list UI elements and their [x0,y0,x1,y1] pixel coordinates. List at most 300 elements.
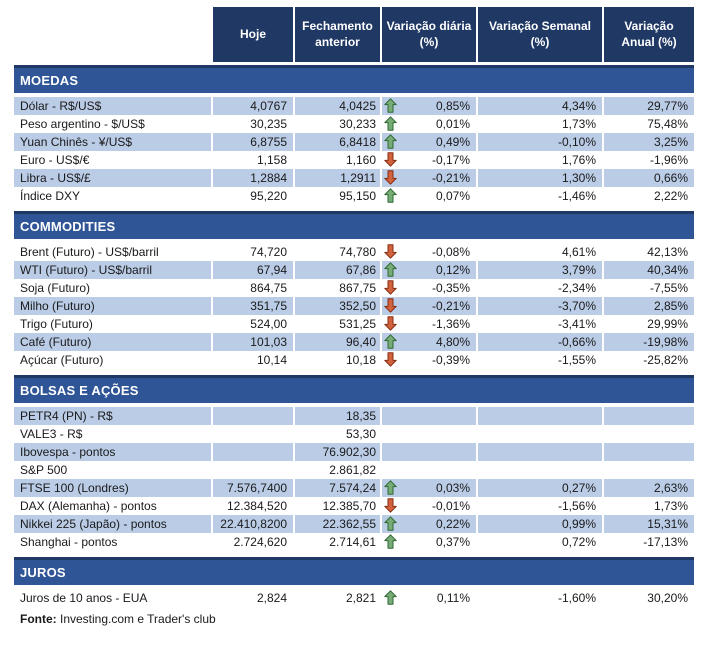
cell-hoje-text: 6,8755 [250,135,287,149]
table-row [14,407,694,425]
cell-hoje-text: 12.384,520 [226,499,287,513]
cell-variacao-diaria [382,589,476,607]
table-row [14,97,694,115]
cell-variacao-diaria [382,261,476,279]
section-header: COMMODITIES [14,211,694,239]
cell-variacao-semanal [478,407,602,425]
cell-fechamento-anterior [295,533,380,551]
cell-variacao-anual-text: -17,13% [643,535,688,549]
cell-variacao-semanal-text: 0,99% [561,517,596,531]
cell-hoje-text: 22.410,8200 [220,517,287,531]
cell-variacao-anual-text: 42,13% [647,245,688,259]
cell-variacao-diaria [382,133,476,151]
down-arrow-icon [384,280,397,295]
row-label-text: Peso argentino - $/US$ [20,117,145,131]
row-label [14,243,211,261]
cell-variacao-semanal-text: 4,34% [561,99,596,113]
cell-hoje-text: 4,0767 [250,99,287,113]
cell-variacao-diaria [382,425,476,443]
cell-variacao-semanal [478,333,602,351]
up-arrow-icon [384,134,397,149]
cell-variacao-anual [604,133,694,151]
cell-variacao-diaria [382,479,476,497]
column-header: Hoje [213,7,293,62]
cell-variacao-anual [604,151,694,169]
cell-fechamento-anterior-text: 74,780 [339,245,376,259]
cell-variacao-semanal-text: 1,30% [561,171,596,185]
cell-hoje [213,279,293,297]
up-arrow-icon [384,480,397,495]
row-label [14,133,211,151]
column-header-row [213,7,694,62]
cell-variacao-diaria [382,97,476,115]
cell-fechamento-anterior [295,497,380,515]
cell-hoje [213,169,293,187]
cell-variacao-semanal-text: -2,34% [557,281,596,295]
cell-variacao-semanal [478,169,602,187]
cell-fechamento-anterior [295,243,380,261]
cell-variacao-diaria [382,407,476,425]
cell-fechamento-anterior-text: 96,40 [345,335,376,349]
cell-fechamento-anterior [295,333,380,351]
row-label [14,187,211,205]
cell-variacao-diaria-text: 0,12% [435,263,470,277]
cell-variacao-anual-text: 0,66% [653,171,688,185]
table-row [14,333,694,351]
cell-variacao-semanal [478,279,602,297]
section-header: MOEDAS [14,65,694,93]
cell-variacao-semanal [478,151,602,169]
cell-variacao-semanal [478,589,602,607]
table-row [14,261,694,279]
up-arrow-icon [384,534,397,549]
cell-variacao-semanal-text: -3,41% [557,317,596,331]
cell-fechamento-anterior [295,443,380,461]
down-arrow-icon [384,352,397,367]
up-arrow-icon [384,116,397,131]
table-row [14,279,694,297]
table-row [14,151,694,169]
cell-fechamento-anterior-text: 2.714,61 [329,535,376,549]
down-arrow-icon [384,298,397,313]
cell-variacao-anual [604,261,694,279]
cell-hoje-text: 2.724,620 [233,535,287,549]
cell-variacao-diaria-text: 0,03% [435,481,470,495]
row-label [14,115,211,133]
cell-fechamento-anterior-text: 18,35 [345,409,376,423]
row-label-text: Dólar - R$/US$ [20,99,102,113]
cell-hoje-text: 1,158 [256,153,287,167]
table-row [14,351,694,369]
cell-fechamento-anterior-text: 53,30 [345,427,376,441]
cell-variacao-semanal-text: 1,76% [561,153,596,167]
cell-fechamento-anterior [295,407,380,425]
cell-fechamento-anterior [295,589,380,607]
cell-fechamento-anterior [295,315,380,333]
cell-variacao-diaria-text: -0,08% [431,245,470,259]
cell-variacao-anual-text: -7,55% [649,281,688,295]
column-header: Variação Semanal (%) [478,7,602,62]
row-label [14,533,211,551]
cell-hoje [213,97,293,115]
source-note-label: Fonte: [20,612,57,626]
cell-variacao-diaria-text: -0,21% [431,171,470,185]
section-header: BOLSAS E AÇÕES [14,375,694,403]
cell-variacao-diaria [382,169,476,187]
cell-variacao-diaria [382,333,476,351]
cell-variacao-anual [604,333,694,351]
row-label-text: Euro - US$/€ [20,153,90,167]
row-label [14,479,211,497]
cell-variacao-semanal-text: -1,46% [557,189,596,203]
row-label [14,443,211,461]
cell-fechamento-anterior-text: 1,2911 [340,171,376,185]
row-label [14,169,211,187]
cell-variacao-diaria [382,315,476,333]
cell-hoje-text: 74,720 [250,245,287,259]
table-row [14,315,694,333]
cell-variacao-diaria [382,279,476,297]
cell-variacao-anual-text: 75,48% [647,117,688,131]
cell-variacao-diaria-text: 0,11% [436,591,470,605]
cell-variacao-semanal-text: -1,56% [557,499,596,513]
cell-variacao-semanal-text: 3,79% [561,263,596,277]
cell-variacao-anual-text: 1,73% [653,499,688,513]
section-header: JUROS [14,557,694,585]
column-header: Variação Anual (%) [604,7,694,62]
cell-variacao-semanal-text: -1,55% [557,353,596,367]
cell-hoje [213,533,293,551]
row-label-text: Soja (Futuro) [20,281,91,295]
cell-variacao-semanal [478,97,602,115]
cell-hoje-text: 7.576,7400 [226,481,287,495]
cell-variacao-diaria [382,151,476,169]
cell-variacao-diaria-text: -1,36% [431,317,470,331]
cell-variacao-semanal [478,443,602,461]
cell-fechamento-anterior [295,187,380,205]
cell-variacao-anual-text: 15,31% [647,517,688,531]
row-label [14,425,211,443]
cell-fechamento-anterior [295,461,380,479]
row-label-text: FTSE 100 (Londres) [20,481,129,495]
cell-fechamento-anterior [295,133,380,151]
cell-fechamento-anterior-text: 30,233 [339,117,376,131]
cell-variacao-diaria [382,533,476,551]
cell-variacao-semanal-text: -0,10% [557,135,596,149]
cell-variacao-semanal [478,297,602,315]
cell-variacao-anual-text: 2,22% [653,189,688,203]
cell-variacao-semanal [478,515,602,533]
table-row [14,115,694,133]
row-label [14,297,211,315]
cell-hoje [213,261,293,279]
up-arrow-icon [384,188,397,203]
cell-fechamento-anterior [295,115,380,133]
cell-fechamento-anterior-text: 1,160 [345,153,376,167]
cell-variacao-anual-text: -25,82% [643,353,688,367]
cell-variacao-diaria-text: 0,07% [435,189,470,203]
column-header: Variação diária (%) [382,7,476,62]
table-body [14,65,694,607]
cell-variacao-diaria-text: -0,21% [431,299,470,313]
row-label-text: Nikkei 225 (Japão) - pontos [20,517,167,531]
cell-variacao-semanal-text: -0,66% [557,335,596,349]
cell-variacao-diaria [382,297,476,315]
cell-variacao-diaria-text: 0,01% [435,117,470,131]
table-row [14,461,694,479]
up-arrow-icon [384,98,397,113]
row-label [14,261,211,279]
cell-fechamento-anterior [295,479,380,497]
row-label-text: S&P 500 [20,463,68,477]
cell-fechamento-anterior [295,297,380,315]
cell-hoje-text: 2,824 [256,591,287,605]
cell-variacao-diaria [382,497,476,515]
down-arrow-icon [384,170,397,185]
column-header: Fechamento anterior [295,7,380,62]
cell-hoje-text: 95,220 [250,189,287,203]
cell-variacao-diaria-text: 0,22% [435,517,470,531]
cell-variacao-semanal [478,243,602,261]
cell-hoje-text: 524,00 [250,317,287,331]
cell-variacao-anual-text: 29,77% [647,99,688,113]
cell-fechamento-anterior-text: 4,0425 [339,99,376,113]
table-row [14,297,694,315]
cell-fechamento-anterior-text: 12.385,70 [322,499,376,513]
cell-hoje-text: 67,94 [256,263,287,277]
down-arrow-icon [384,316,397,331]
cell-variacao-semanal [478,261,602,279]
row-label-text: DAX (Alemanha) - pontos [20,499,157,513]
down-arrow-icon [384,152,397,167]
cell-variacao-anual [604,461,694,479]
cell-variacao-semanal [478,497,602,515]
row-label-text: WTI (Futuro) - US$/barril [20,263,153,277]
cell-hoje [213,461,293,479]
row-label [14,333,211,351]
cell-fechamento-anterior [295,515,380,533]
row-label-text: Milho (Futuro) [20,299,95,313]
cell-variacao-anual [604,589,694,607]
cell-hoje [213,115,293,133]
cell-fechamento-anterior-text: 22.362,55 [322,517,376,531]
cell-variacao-anual [604,115,694,133]
cell-variacao-diaria-text: -0,01% [431,499,470,513]
cell-variacao-diaria [382,461,476,479]
cell-variacao-semanal [478,479,602,497]
cell-variacao-semanal-text: -1,60% [557,591,596,605]
cell-hoje [213,243,293,261]
cell-hoje [213,297,293,315]
row-label-text: Açúcar (Futuro) [20,353,104,367]
cell-hoje-text: 10,14 [256,353,287,367]
row-label [14,315,211,333]
cell-hoje [213,351,293,369]
cell-variacao-anual [604,243,694,261]
cell-variacao-diaria-text: -0,39% [431,353,470,367]
row-label [14,151,211,169]
cell-variacao-diaria [382,515,476,533]
cell-hoje [213,515,293,533]
cell-fechamento-anterior-text: 10,18 [345,353,376,367]
cell-variacao-anual [604,533,694,551]
cell-variacao-semanal-text: 0,27% [561,481,596,495]
cell-variacao-anual-text: 30,20% [647,591,688,605]
cell-hoje [213,407,293,425]
row-label [14,461,211,479]
cell-variacao-diaria-text: -0,35% [431,281,470,295]
table-row [14,187,694,205]
up-arrow-icon [384,590,397,605]
row-label-text: Ibovespa - pontos [20,445,116,459]
cell-variacao-anual [604,351,694,369]
cell-variacao-diaria [382,351,476,369]
cell-fechamento-anterior [295,279,380,297]
cell-variacao-semanal-text: 0,72% [561,535,596,549]
cell-variacao-diaria [382,115,476,133]
cell-hoje-text: 864,75 [250,281,287,295]
cell-hoje [213,315,293,333]
cell-variacao-anual-text: 40,34% [647,263,688,277]
table-row [14,589,694,607]
cell-fechamento-anterior [295,351,380,369]
row-label-text: Yuan Chinês - ¥/US$ [20,135,133,149]
cell-variacao-anual [604,187,694,205]
table-row [14,515,694,533]
row-label-text: VALE3 - R$ [20,427,83,441]
table-row [14,479,694,497]
row-label-text: Shanghai - pontos [20,535,118,549]
cell-variacao-semanal [478,187,602,205]
cell-fechamento-anterior [295,261,380,279]
cell-variacao-diaria [382,187,476,205]
cell-variacao-diaria-text: -0,17% [431,153,470,167]
table-row [14,243,694,261]
source-note [14,612,694,626]
cell-fechamento-anterior-text: 67,86 [345,263,376,277]
cell-variacao-anual-text: -1,96% [649,153,688,167]
cell-hoje-text: 30,235 [250,117,287,131]
cell-variacao-diaria-text: 0,85% [435,99,470,113]
cell-fechamento-anterior-text: 2,821 [345,591,376,605]
cell-variacao-semanal [478,133,602,151]
cell-variacao-anual [604,425,694,443]
cell-variacao-anual [604,443,694,461]
cell-variacao-semanal [478,425,602,443]
cell-variacao-diaria-text: 0,37% [435,535,470,549]
cell-hoje [213,333,293,351]
cell-variacao-anual-text: 29,99% [647,317,688,331]
down-arrow-icon [384,244,397,259]
cell-variacao-anual [604,297,694,315]
up-arrow-icon [384,334,397,349]
cell-fechamento-anterior-text: 95,150 [339,189,376,203]
cell-variacao-diaria-text: 4,80% [435,335,470,349]
row-label-text: Índice DXY [20,189,81,203]
row-label [14,497,211,515]
cell-variacao-anual [604,315,694,333]
up-arrow-icon [384,516,397,531]
cell-fechamento-anterior [295,97,380,115]
cell-variacao-anual-text: 2,63% [653,481,688,495]
cell-fechamento-anterior-text: 352,50 [339,299,376,313]
cell-fechamento-anterior-text: 6,8418 [339,135,376,149]
cell-variacao-anual [604,407,694,425]
cell-hoje [213,187,293,205]
cell-variacao-anual [604,497,694,515]
cell-variacao-anual-text: -19,98% [643,335,688,349]
cell-hoje [213,425,293,443]
cell-variacao-anual [604,97,694,115]
cell-hoje-text: 351,75 [250,299,287,313]
row-label [14,407,211,425]
cell-fechamento-anterior-text: 7.574,24 [329,481,376,495]
row-label-text: Trigo (Futuro) [20,317,93,331]
cell-variacao-diaria [382,443,476,461]
table-row [14,497,694,515]
cell-fechamento-anterior [295,425,380,443]
cell-hoje [213,443,293,461]
cell-variacao-semanal-text: 1,73% [561,117,596,131]
cell-fechamento-anterior-text: 531,25 [339,317,376,331]
row-label [14,589,211,607]
cell-fechamento-anterior [295,169,380,187]
cell-hoje [213,479,293,497]
row-label [14,515,211,533]
row-label-text: Juros de 10 anos - EUA [20,591,148,605]
cell-variacao-anual [604,279,694,297]
row-label-text: Libra - US$/£ [20,171,91,185]
cell-variacao-anual-text: 2,85% [653,299,688,313]
cell-variacao-semanal [478,315,602,333]
cell-fechamento-anterior-text: 2.861,82 [329,463,376,477]
cell-variacao-semanal [478,461,602,479]
cell-variacao-semanal [478,533,602,551]
cell-hoje [213,589,293,607]
cell-variacao-anual [604,479,694,497]
source-note-text: Investing.com e Trader's club [56,612,216,626]
cell-variacao-semanal [478,351,602,369]
row-label-text: Brent (Futuro) - US$/barril [20,245,159,259]
cell-variacao-semanal-text: 4,61% [561,245,596,259]
row-label [14,97,211,115]
cell-hoje-text: 101,03 [250,335,287,349]
table-row [14,533,694,551]
row-label [14,279,211,297]
table-row [14,169,694,187]
row-label-text: Café (Futuro) [20,335,92,349]
down-arrow-icon [384,498,397,513]
table-row [14,133,694,151]
cell-variacao-semanal-text: -3,70% [557,299,596,313]
cell-fechamento-anterior-text: 867,75 [339,281,376,295]
cell-hoje [213,497,293,515]
cell-hoje [213,133,293,151]
row-label-text: PETR4 (PN) - R$ [20,409,113,423]
cell-variacao-anual [604,515,694,533]
table-row [14,443,694,461]
table-row [14,425,694,443]
cell-variacao-semanal [478,115,602,133]
cell-variacao-anual-text: 3,25% [653,135,688,149]
cell-variacao-anual [604,169,694,187]
cell-variacao-diaria-text: 0,49% [435,135,470,149]
up-arrow-icon [384,262,397,277]
cell-hoje-text: 1,2884 [250,171,287,185]
row-label [14,351,211,369]
cell-hoje [213,151,293,169]
cell-variacao-diaria [382,243,476,261]
